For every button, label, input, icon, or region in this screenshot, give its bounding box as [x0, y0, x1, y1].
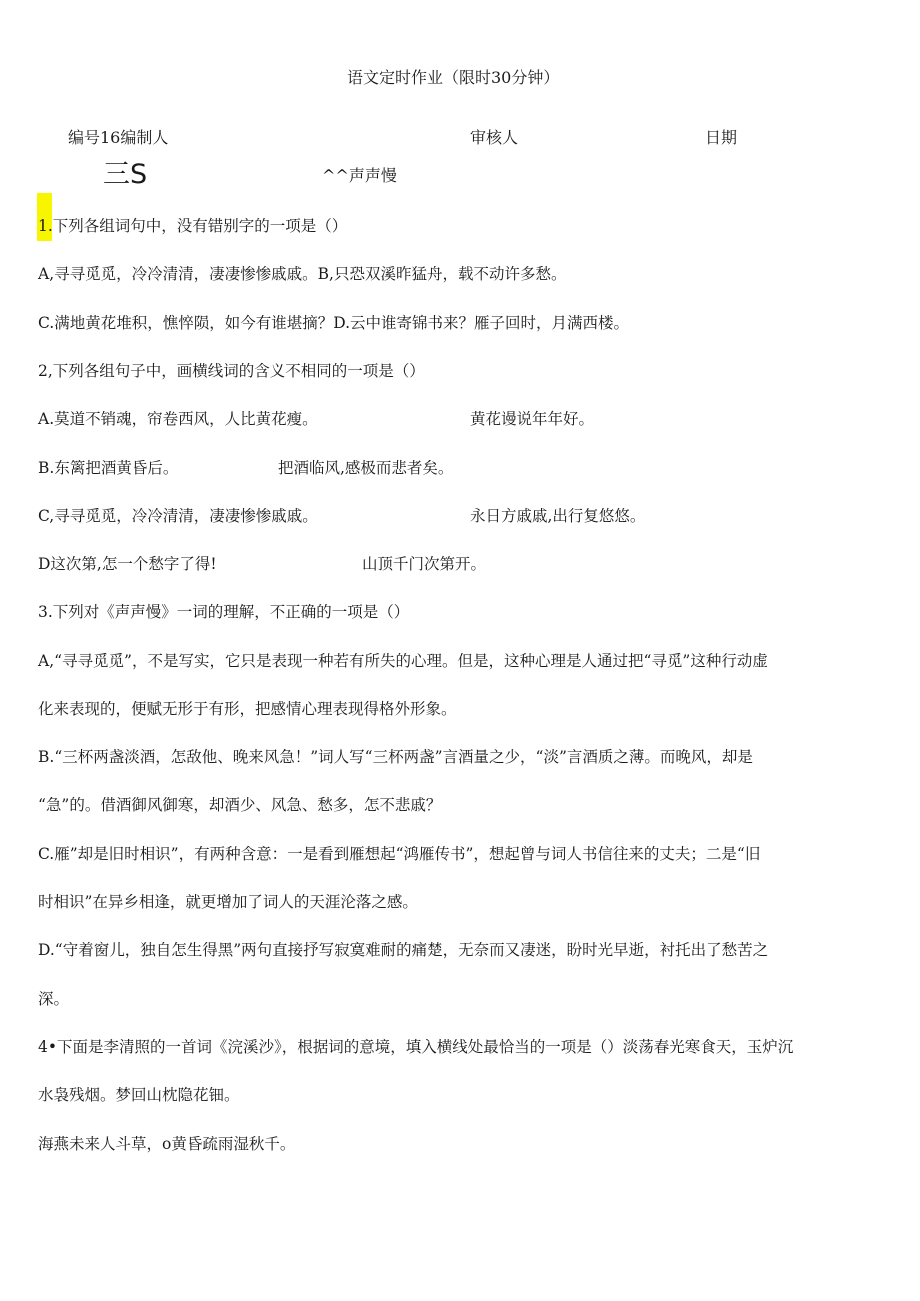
question-4-stem-line1: 4•下面是李清照的一首词《浣溪沙》，根据词的意境，填入横线处最恰当的一项是（）淡荡春光寒食天，玉炉沉 — [38, 1038, 794, 1056]
question-2-option-b-right: 把酒临风,感极而悲者矣。 — [278, 459, 454, 477]
question-3-option-d-line1: D.“守着窗儿，独自怎生得黑”两句直接抒写寂寞难耐的痛楚，无奈而又凄迷，盼时光早逝，衬托出了愁苦之 — [38, 941, 769, 959]
serial-author-label: 编号16编制人 — [68, 128, 169, 147]
question-2-option-a-right: 黄花谩说年年好。 — [470, 410, 595, 428]
question-3-option-a-line2: 化来表现的，便赋无形于有形，把感情心理表现得格外形象。 — [38, 700, 457, 718]
question-2-stem: 2,下列各组句子中，画横线词的含义不相同的一项是（） — [38, 362, 425, 380]
question-1-stem: 1.下列各组词句中，没有错别字的一项是（） — [38, 217, 348, 235]
question-4-stem-line2: 水袅残烟。梦回山枕隐花钿。 — [38, 1086, 240, 1104]
question-1-options-cd: C.满地黄花堆积，憔悴陨，如今有谁堪摘？D.云中谁寄锦书来？雁子回时，月满西楼。 — [38, 314, 630, 332]
question-3-option-c-line2: 时相识”在异乡相逢，就更增加了词人的天涯沦落之感。 — [38, 893, 418, 911]
reviewer-label: 审核人 — [470, 128, 519, 147]
question-2-option-c-left: C,寻寻觅觅，冷冷清清，凄凄惨惨戚戚。 — [38, 507, 318, 525]
question-2-option-b-left: B.东篱把酒黄昏后。 — [38, 459, 179, 477]
date-label: 日期 — [705, 128, 738, 147]
question-3-option-d-line2: 深。 — [38, 990, 70, 1008]
question-2-option-d-right: 山顶千门次第开。 — [362, 555, 487, 573]
question-3-option-b-line1: B.“三杯两盏淡酒，怎敌他、晚来风急！”词人写“三杯两盏”言酒量之少，“淡”言酒质之薄。而晚风，却是 — [38, 748, 753, 766]
question-3-option-c-line1: C.雁”却是旧时相识”，有两种含意：一是看到雁想起“鸿雁传书”，想起曾与词人书信往来的丈夫；二是“旧 — [38, 845, 761, 863]
question-2-option-a-left: A.莫道不销魂，帘卷西风，人比黄花瘦。 — [38, 410, 318, 428]
question-2-option-c-right: 永日方戚戚,出行复悠悠。 — [470, 507, 646, 525]
page-title: 语文定时作业（限时30分钟） — [347, 68, 560, 87]
lesson-subheading: ^^声声慢 — [322, 166, 397, 185]
question-1-options-ab: A,寻寻觅觅，冷冷清清，凄凄惨惨戚戚。B,只恐双溪昨猛舟，载不动许多愁。 — [38, 265, 567, 283]
question-2-option-d-left: D这次第,怎一个愁字了得! — [38, 555, 217, 573]
lesson-heading: 三S — [103, 159, 148, 190]
question-3-stem: 3.下列对《声声慢》一词的理解，不正确的一项是（） — [38, 603, 410, 621]
question-4-poem-line: 海燕未来人斗草，o黄昏疏雨湿秋千。 — [38, 1135, 296, 1153]
question-3-option-a-line1: A,“寻寻觅觅”，不是写实，它只是表现一种若有所失的心理。但是，这种心理是人通过把“寻觅”这种行动虚 — [38, 652, 768, 670]
question-3-option-b-line2: “急”的。借酒御风御寒，却酒少、风急、愁多，怎不悲戚？ — [38, 796, 442, 814]
